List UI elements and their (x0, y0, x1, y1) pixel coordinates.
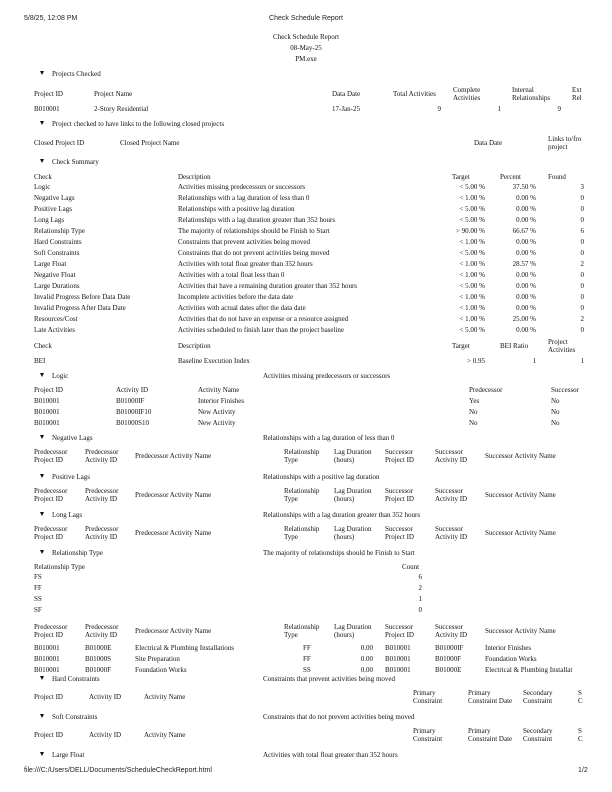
hdr-con-s-2: C (578, 735, 583, 743)
summary-target: < 1.00 % (459, 260, 485, 268)
hdr-con-activity-id: Activity ID (89, 693, 122, 701)
data-date-value: 17-Jan-25 (332, 105, 360, 113)
hdr-rel-2: Type (284, 456, 298, 464)
hdr-lag-2: (hours) (334, 456, 355, 464)
hdr-rel-1: Relationship (284, 448, 320, 456)
rel-pred-activity: B01000S (85, 655, 112, 663)
hdr-succ-2: Successor (435, 487, 463, 495)
hdr-pred-1: Predecessor (34, 487, 68, 495)
hdr-succ-project: Project ID (385, 631, 414, 639)
summary-check-name: Hard Constraints (34, 238, 82, 246)
hdr-pred-name: Predecessor Activity Name (135, 452, 212, 460)
hdr-con-activity-name: Activity Name (144, 731, 186, 739)
logic-project-id: B010001 (34, 419, 60, 427)
summary-percent: 25.00 % (512, 315, 536, 323)
large-float-description: Activities with total float greater than 352 hours (263, 751, 398, 759)
col-relationship-type: Relationship Type (34, 563, 85, 571)
hdr-pred-name: Predecessor Activity Name (135, 529, 212, 537)
logic-project-id: B010001 (34, 408, 60, 416)
summary-description: Constraints that do not prevent activities being moved (178, 249, 330, 257)
hdr-con-primary-2: Constraint (413, 735, 443, 743)
hdr-rel-2: Type (284, 631, 298, 639)
summary-percent: 0.00 % (516, 293, 536, 301)
hdr-pred-project: Project ID (34, 631, 63, 639)
hdr-succ-name: Successor Activity Name (485, 529, 556, 537)
summary-percent: 28.57 % (512, 260, 536, 268)
hdr-pred-name: Predecessor Activity Name (135, 627, 212, 635)
soft-constraints-description: Constraints that do not prevent activities being moved (263, 713, 415, 721)
hdr-succ-activity: Activity ID (435, 631, 468, 639)
summary-description: Incomplete activities before the data date (178, 293, 294, 301)
relationship-type-value: SF (34, 606, 42, 614)
summary-target: < 1.00 % (459, 194, 485, 202)
hdr-pred-project: Project ID (34, 495, 63, 503)
summary-target: < 1.00 % (459, 238, 485, 246)
collapse-triangle-icon (40, 71, 44, 75)
summary-percent: 0.00 % (516, 194, 536, 202)
logic-activity-name: Interior Finishes (198, 397, 245, 405)
rel-type: FF (303, 655, 311, 663)
hdr-pred-1: Predecessor (34, 448, 68, 456)
hdr-succ-1: Successor (385, 448, 413, 456)
col-bei-project-2: Activities (548, 346, 576, 354)
section-label: Positive Lags (52, 473, 90, 481)
col-bei-description: Description (178, 342, 211, 350)
bei-ratio-value: 1 (532, 357, 536, 365)
section-label: Projects Checked (52, 70, 101, 78)
summary-description: Relationships with a lag duration of less than 0 (178, 194, 310, 202)
hdr-con-project-id: Project ID (34, 731, 63, 739)
summary-description: Activities that do not have an expense or a resource assigned (178, 315, 349, 323)
internal-relationships-value: 9 (557, 105, 561, 113)
project-id-value: B010001 (34, 105, 60, 113)
col-ext-1: Ext (572, 86, 582, 94)
col-ext-2: Rel (572, 94, 582, 102)
summary-found: 3 (580, 183, 584, 191)
logic-predecessor: No (469, 408, 478, 416)
summary-description: Activities missing predecessors or successors (178, 183, 306, 191)
hdr-lag-2: (hours) (334, 533, 355, 541)
hdr-con-secondary-2: Constraint (523, 735, 553, 743)
hdr-succ-2: Successor (435, 448, 463, 456)
hard-constraints-description: Constraints that prevent activities being moved (263, 675, 395, 683)
summary-found: 0 (580, 293, 584, 301)
hdr-pred-activity: Activity ID (85, 533, 118, 541)
logic-activity-id: B01000IF10 (116, 408, 152, 416)
logic-description: Activities missing predecessors or successors (263, 372, 391, 380)
col-closed-project-id: Closed Project ID (34, 139, 85, 147)
collapse-triangle-icon (40, 474, 44, 478)
hdr-succ-project: Project ID (385, 495, 414, 503)
rel-succ-project: B010001 (385, 666, 411, 674)
col-project-name: Project Name (94, 90, 133, 98)
summary-description: Relationships with a positive lag duration (178, 205, 295, 213)
summary-found: 6 (580, 227, 584, 235)
relationship-count-value: 1 (418, 595, 422, 603)
rel-pred-project: B010001 (34, 655, 60, 663)
logic-project-id: B010001 (34, 397, 60, 405)
hdr-succ-activity: Activity ID (435, 456, 468, 464)
col-logic-activity-name: Activity Name (198, 386, 240, 394)
summary-found: 0 (580, 238, 584, 246)
collapse-triangle-icon (40, 676, 44, 680)
summary-found: 2 (580, 260, 584, 268)
hdr-pred-project: Project ID (34, 456, 63, 464)
hdr-pred-name: Predecessor Activity Name (135, 491, 212, 499)
report-title: Check Schedule Report (272, 33, 340, 41)
col-found: Found (548, 173, 566, 181)
hdr-succ-project: Project ID (385, 533, 414, 541)
long-lags-description: Relationships with a lag duration greater than 352 hours (263, 511, 421, 519)
summary-percent: 37.50 % (512, 183, 536, 191)
summary-target: < 5.00 % (459, 282, 485, 290)
summary-description: Activities with total float greater than 352 hours (178, 260, 313, 268)
col-project-id: Project ID (34, 90, 63, 98)
hdr-con-secondary-1: Secondary (523, 727, 553, 735)
hdr-con-secondary-1: Secondary (523, 689, 553, 697)
summary-found: 2 (580, 315, 584, 323)
summary-found: 0 (580, 205, 584, 213)
collapse-triangle-icon (40, 550, 44, 554)
rel-succ-project: B010001 (385, 644, 411, 652)
summary-target: < 1.00 % (459, 293, 485, 301)
hdr-con-activity-name: Activity Name (144, 693, 186, 701)
bei-target-value: > 0.95 (467, 357, 485, 365)
summary-found: 0 (580, 282, 584, 290)
summary-percent: 0.00 % (516, 249, 536, 257)
section-label: Check Summary (52, 158, 99, 166)
collapse-triangle-icon (40, 159, 44, 163)
bei-activities-value: 1 (580, 357, 584, 365)
summary-found: 0 (580, 304, 584, 312)
col-description: Description (178, 173, 211, 181)
summary-description: Constraints that prevent activities being moved (178, 238, 310, 246)
rel-succ-activity: B01000F (435, 655, 462, 663)
relationship-type-value: FS (34, 573, 42, 581)
hdr-lag-1: Lag Duration (334, 623, 372, 631)
hdr-con-primary-1: Primary (413, 689, 436, 697)
section-label: Negative Lags (52, 434, 93, 442)
section-large-float[interactable] (40, 751, 84, 759)
col-internal-relationships-1: Internal (512, 86, 534, 94)
section-relationship-type[interactable] (40, 549, 103, 557)
col-percent: Percent (500, 173, 521, 181)
rel-succ-activity: B01000IF (435, 644, 464, 652)
logic-activity-id: B01000S10 (116, 419, 150, 427)
col-logic-successor: Successor (551, 386, 579, 394)
col-logic-activity-id: Activity ID (116, 386, 149, 394)
col-bei-project-1: Project (548, 338, 568, 346)
hdr-rel-1: Relationship (284, 487, 320, 495)
summary-check-name: Soft Constraints (34, 249, 80, 257)
section-soft-constraints[interactable] (40, 713, 97, 721)
summary-found: 0 (580, 271, 584, 279)
logic-successor: No (551, 419, 560, 427)
summary-check-name: Negative Lags (34, 194, 75, 202)
hdr-con-primary-date-2: Constraint Date (468, 735, 513, 743)
summary-check-name: Large Float (34, 260, 67, 268)
logic-activity-name: New Activity (198, 408, 236, 416)
hdr-lag-1: Lag Duration (334, 448, 372, 456)
summary-check-name: Late Activities (34, 326, 76, 334)
summary-percent: 0.00 % (516, 216, 536, 224)
hdr-lag-1: Lag Duration (334, 487, 372, 495)
rel-pred-name: Electrical & Plumbing Installations (135, 644, 234, 652)
summary-description: Activities that have a remaining duration greater than 352 hours (178, 282, 358, 290)
section-positive-lags[interactable] (40, 473, 90, 481)
relationship-type-value: SS (34, 595, 42, 603)
col-data-date: Data Date (332, 90, 361, 98)
report-date: 08-May-25 (290, 44, 322, 52)
col-logic-predecessor: Predecessor (469, 386, 503, 394)
collapse-triangle-icon (40, 752, 44, 756)
hdr-lag-2: (hours) (334, 495, 355, 503)
complete-activities-value: 1 (497, 105, 501, 113)
summary-percent: 0.00 % (516, 282, 536, 290)
hdr-lag-2: (hours) (334, 631, 355, 639)
rel-type: FF (303, 644, 311, 652)
summary-check-name: Large Durations (34, 282, 80, 290)
print-datetime: 5/8/25, 12:08 PM (24, 15, 78, 22)
hdr-pred-project: Project ID (34, 533, 63, 541)
hdr-rel-2: Type (284, 495, 298, 503)
summary-description: The majority of relationships should be Finish to Start (178, 227, 330, 235)
summary-check-name: Invalid Progress After Data Date (34, 304, 126, 312)
hdr-succ-1: Successor (385, 487, 413, 495)
summary-description: Activities with actual dates after the data date (178, 304, 306, 312)
hdr-succ-1: Successor (385, 623, 413, 631)
rel-succ-name: Interior Finishes (485, 644, 532, 652)
summary-check-name: Negative Float (34, 271, 76, 279)
rel-pred-name: Site Preparation (135, 655, 180, 663)
rel-type: SS (303, 666, 311, 674)
col-bei-target: Target (452, 342, 470, 350)
summary-percent: 66.67 % (512, 227, 536, 235)
hdr-pred-activity: Activity ID (85, 631, 118, 639)
rel-succ-name: Foundation Works (485, 655, 537, 663)
hdr-con-secondary-2: Constraint (523, 697, 553, 705)
section-label: Soft Constraints (52, 713, 98, 721)
hdr-pred-1: Predecessor (34, 623, 68, 631)
summary-description: Activities with a total float less than 0 (178, 271, 285, 279)
col-bei-check: Check (34, 342, 52, 350)
logic-successor: No (551, 397, 560, 405)
hdr-pred-2: Predecessor (85, 525, 119, 533)
summary-check-name: Logic (34, 183, 51, 191)
hdr-con-primary-1: Primary (413, 727, 436, 735)
summary-check-name: Relationship Type (34, 227, 85, 235)
col-closed-project-name: Closed Project Name (120, 139, 180, 147)
section-negative-lags[interactable] (40, 434, 93, 442)
summary-percent: 0.00 % (516, 238, 536, 246)
hdr-pred-activity: Activity ID (85, 456, 118, 464)
summary-target: < 5.00 % (459, 205, 485, 213)
col-relationship-count: Count (402, 563, 420, 571)
collapse-triangle-icon (40, 512, 44, 516)
col-target: Target (452, 173, 470, 181)
collapse-triangle-icon (40, 435, 44, 439)
hdr-succ-activity: Activity ID (435, 495, 468, 503)
relationship-count-value: 0 (418, 606, 422, 614)
rel-succ-name: Electrical & Plumbing Installat (485, 666, 573, 674)
section-label: Logic (52, 372, 69, 380)
print-page-title: Check Schedule Report (269, 15, 343, 22)
hdr-con-primary-date-1: Primary (468, 689, 491, 697)
hdr-succ-name: Successor Activity Name (485, 491, 556, 499)
section-label: Relationship Type (52, 549, 103, 557)
summary-found: 0 (580, 194, 584, 202)
summary-percent: 0.00 % (516, 304, 536, 312)
summary-target: > 90.00 % (455, 227, 485, 235)
positive-lags-description: Relationships with a positive lag duration (263, 473, 380, 481)
project-name-value: 2-Story Residential (94, 105, 149, 113)
rel-succ-activity: B01000E (435, 666, 462, 674)
hdr-rel-1: Relationship (284, 525, 320, 533)
hdr-con-activity-id: Activity ID (89, 731, 122, 739)
report-file: PM.exe (295, 55, 317, 63)
hdr-rel-1: Relationship (284, 623, 320, 631)
summary-target: < 1.00 % (459, 304, 485, 312)
collapse-triangle-icon (40, 714, 44, 718)
section-projects-checked[interactable] (40, 70, 101, 78)
collapse-triangle-icon (40, 373, 44, 377)
summary-percent: 0.00 % (516, 326, 536, 334)
hdr-pred-2: Predecessor (85, 448, 119, 456)
relationship-type-value: FF (34, 584, 42, 592)
summary-check-name: Positive Lags (34, 205, 72, 213)
summary-found: 0 (580, 326, 584, 334)
col-links-1: Links to/fro (548, 135, 582, 143)
summary-description: Relationships with a lag duration greater than 352 hours (178, 216, 336, 224)
hdr-succ-activity: Activity ID (435, 533, 468, 541)
rel-pred-activity: B01000F (85, 666, 112, 674)
relationship-count-value: 2 (418, 584, 422, 592)
col-internal-relationships-2: Relationships (512, 94, 551, 102)
summary-percent: 0.00 % (516, 271, 536, 279)
col-bei-ratio: BEI Ratio (500, 342, 529, 350)
hdr-rel-2: Type (284, 533, 298, 541)
summary-percent: 0.00 % (516, 205, 536, 213)
summary-description: Activities scheduled to finish later than the project baseline (178, 326, 345, 334)
rel-pred-project: B010001 (34, 666, 60, 674)
hdr-succ-2: Successor (435, 623, 463, 631)
summary-found: 0 (580, 249, 584, 257)
logic-activity-name: New Activity (198, 419, 236, 427)
col-closed-data-date: Data Date (474, 139, 503, 147)
section-closed-links[interactable] (40, 120, 224, 128)
section-logic[interactable] (40, 372, 68, 380)
col-check: Check (34, 173, 52, 181)
hdr-con-s-1: S (578, 727, 582, 735)
hdr-pred-2: Predecessor (85, 487, 119, 495)
hdr-pred-1: Predecessor (34, 525, 68, 533)
summary-target: < 5.00 % (459, 326, 485, 334)
hdr-con-primary-date-1: Primary (468, 727, 491, 735)
rel-pred-project: B010001 (34, 644, 60, 652)
hdr-con-primary-date-2: Constraint Date (468, 697, 513, 705)
hdr-lag-1: Lag Duration (334, 525, 372, 533)
hdr-pred-2: Predecessor (85, 623, 119, 631)
rel-pred-name: Foundation Works (135, 666, 187, 674)
negative-lags-description: Relationships with a lag duration of less than 0 (263, 434, 395, 442)
section-hard-constraints[interactable] (40, 675, 100, 683)
rel-succ-project: B010001 (385, 655, 411, 663)
col-complete-activities-2: Activities (453, 94, 481, 102)
hdr-succ-1: Successor (385, 525, 413, 533)
summary-check-name: Long Lags (34, 216, 65, 224)
rel-lag: 0.00 (360, 655, 373, 663)
logic-predecessor: Yes (469, 397, 480, 405)
col-complete-activities-1: Complete (453, 86, 481, 94)
summary-check-name: Resources/Cost (34, 315, 78, 323)
relationship-type-description: The majority of relationships should be Finish to Start (263, 549, 415, 557)
summary-target: < 1.00 % (459, 271, 485, 279)
section-check-summary[interactable] (40, 158, 99, 166)
summary-found: 0 (580, 216, 584, 224)
hdr-pred-activity: Activity ID (85, 495, 118, 503)
total-activities-value: 9 (437, 105, 441, 113)
hdr-succ-name: Successor Activity Name (485, 627, 556, 635)
hdr-con-project-id: Project ID (34, 693, 63, 701)
col-total-activities: Total Activities (393, 90, 436, 98)
section-label: Project checked to have links to the following closed projects (52, 120, 225, 128)
logic-activity-id: B01000IF (116, 397, 145, 405)
hdr-succ-name: Successor Activity Name (485, 452, 556, 460)
summary-check-name: Invalid Progress Before Data Date (34, 293, 131, 301)
section-label: Hard Constraints (52, 675, 100, 683)
print-file-path: file:///C:/Users/DELL/Documents/ScheduleCheckReport.html (24, 767, 212, 774)
logic-predecessor: No (469, 419, 478, 427)
print-page-number: 1/2 (578, 767, 588, 774)
hdr-con-primary-2: Constraint (413, 697, 443, 705)
section-label: Large Float (52, 751, 85, 759)
summary-target: < 5.00 % (459, 249, 485, 257)
bei-check-value: BEI (34, 357, 46, 365)
hdr-con-s-1: S (578, 689, 582, 697)
relationship-count-value: 6 (418, 573, 422, 581)
bei-description-value: Baseline Execution Index (178, 357, 250, 365)
rel-pred-activity: B01000E (85, 644, 112, 652)
rel-lag: 0.00 (360, 644, 373, 652)
section-long-lags[interactable] (40, 511, 82, 519)
summary-target: < 5.00 % (459, 216, 485, 224)
section-label: Long Lags (52, 511, 83, 519)
hdr-succ-2: Successor (435, 525, 463, 533)
col-logic-project-id: Project ID (34, 386, 63, 394)
summary-target: < 5.00 % (459, 183, 485, 191)
logic-successor: No (551, 408, 560, 416)
hdr-con-s-2: C (578, 697, 583, 705)
hdr-succ-project: Project ID (385, 456, 414, 464)
collapse-triangle-icon (40, 121, 44, 125)
col-links-2: project (548, 143, 568, 151)
summary-target: < 1.00 % (459, 315, 485, 323)
rel-lag: 0.00 (360, 666, 373, 674)
